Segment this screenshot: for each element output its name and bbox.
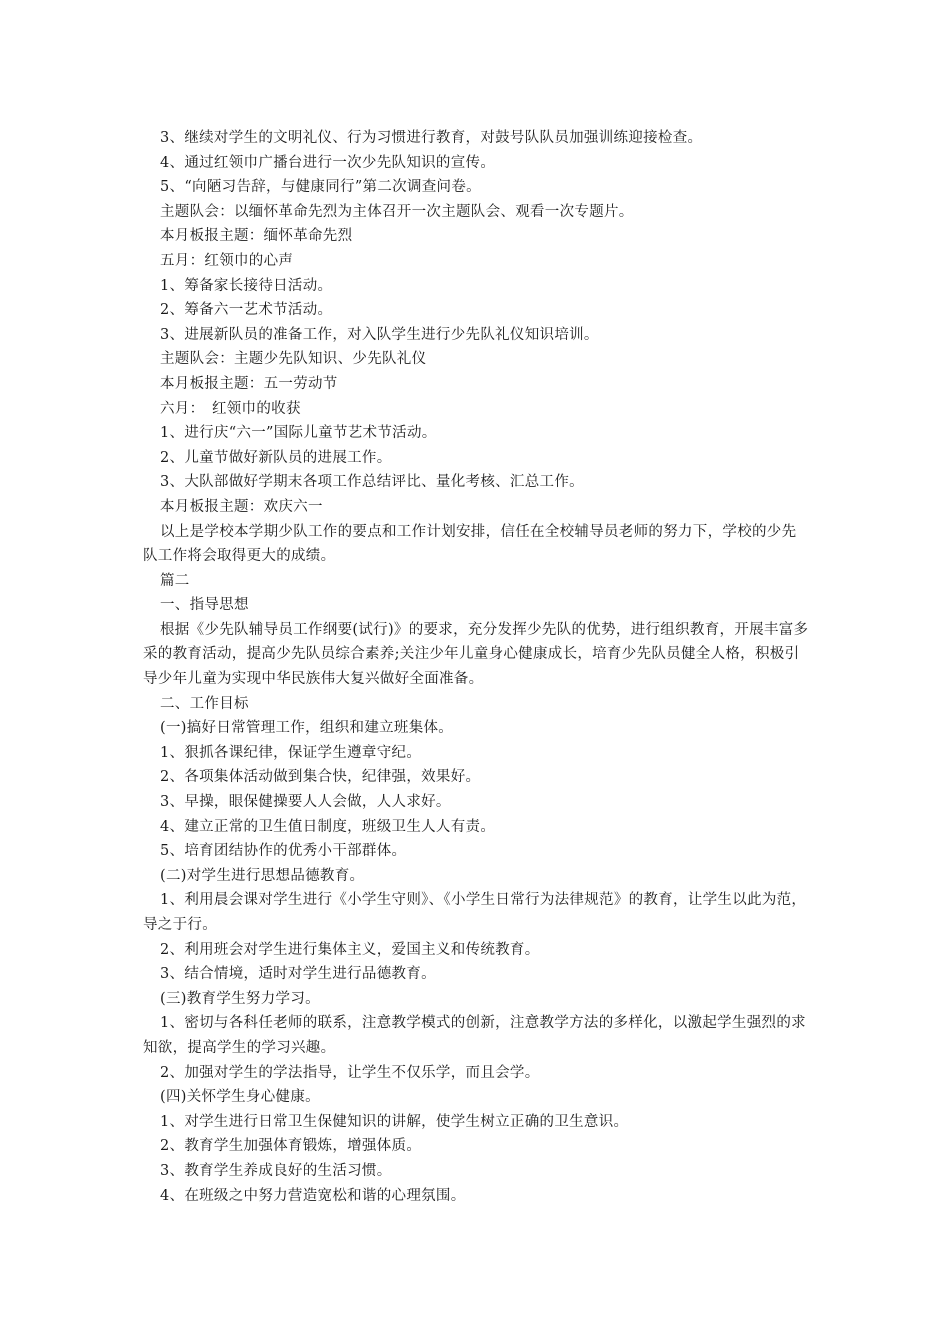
paragraph: 3、进展新队员的准备工作，对入队学生进行少先队礼仪知识培训。	[160, 326, 599, 343]
paragraph: 1、利用晨会课对学生进行《小学生守则》、《小学生日常行为法律规范》的教育，让学生以此为范，导之于行。	[143, 892, 807, 933]
paragraph: 2、儿童节做好新队员的进展工作。	[160, 449, 392, 466]
paragraph: 以上是学校本学期少队工作的要点和工作计划安排，信任在全校辅导员老师的努力下，学校的少先队工作将会取得更大的成绩。	[143, 523, 797, 565]
paragraph: 2、各项集体活动做到集合快，纪律强，效果好。	[160, 769, 481, 786]
paragraph: 2、筹备六一艺术节活动。	[160, 302, 333, 319]
paragraph: 本月板报主题：缅怀革命先烈	[160, 228, 353, 245]
paragraph: 3、结合情境，适时对学生进行品德教育。	[160, 966, 436, 983]
paragraph: 1、对学生进行日常卫生保健知识的讲解，使学生树立正确的卫生意识。	[160, 1113, 629, 1130]
paragraph: 1、筹备家长接待日活动。	[160, 277, 333, 294]
paragraph: (二)对学生进行思想品德教育。	[160, 867, 365, 884]
paragraph: (三)教育学生努力学习。	[160, 990, 320, 1007]
paragraph: 本月板报主题：五一劳动节	[160, 375, 338, 392]
paragraph: 3、大队部做好学期末各项工作总结评比、量化考核、汇总工作。	[160, 474, 584, 491]
paragraph: 4、建立正常的卫生值日制度，班级卫生人人有责。	[160, 818, 496, 835]
paragraph: 篇二	[160, 572, 190, 589]
paragraph: 4、通过红领巾广播台进行一次少先队知识的宣传。	[160, 154, 496, 171]
paragraph: 4、在班级之中努力营造宽松和谐的心理氛围。	[160, 1187, 466, 1204]
paragraph: 1、狠抓各课纪律，保证学生遵章守纪。	[160, 744, 422, 761]
paragraph: 根据《少先队辅导员工作纲要(试行)》的要求，充分发挥少先队的优势，进行组织教育，开展丰富多采的教育活动，提高少先队员综合素养;关注少年儿童身心健康成长，培育少先队员健全人格，积极引导少年儿童为实现中华民族伟大复兴做好全面准备。	[143, 621, 809, 688]
paragraph: 一、指导思想	[160, 597, 249, 614]
paragraph: 5、培育团结协作的优秀小干部群体。	[160, 843, 407, 860]
paragraph: 5、“向陋习告辞，与健康同行”第二次调查问卷。	[160, 179, 481, 196]
paragraph: (四)关怀学生身心健康。	[160, 1089, 320, 1106]
paragraph: 2、加强对学生的学法指导，让学生不仅乐学，而且会学。	[160, 1064, 540, 1081]
paragraph: 1、进行庆“六一”国际儿童节艺术节活动。	[160, 425, 437, 442]
paragraph: 1、密切与各科任老师的联系，注意教学模式的创新，注意教学方法的多样化，以激起学生强烈的求知欲，提高学生的学习兴趣。	[143, 1015, 806, 1056]
paragraph: 二、工作目标	[160, 695, 249, 712]
paragraph: 2、利用班会对学生进行集体主义，爱国主义和传统教育。	[160, 941, 540, 958]
paragraph: (一)搞好日常管理工作，组织和建立班集体。	[160, 720, 454, 737]
paragraph: 3、教育学生养成良好的生活习惯。	[160, 1162, 392, 1179]
paragraph: 3、早操，眼保健操要人人会做，人人求好。	[160, 794, 451, 811]
paragraph: 五月：红领巾的心声	[160, 252, 294, 269]
document-body	[143, 126, 809, 1208]
paragraph: 2、教育学生加强体育锻炼，增强体质。	[160, 1138, 422, 1155]
paragraph: 本月板报主题：欢庆六一	[160, 498, 323, 515]
paragraph: 3、继续对学生的文明礼仪、行为习惯进行教育，对鼓号队队员加强训练迎接检查。	[160, 130, 703, 146]
paragraph: 主题队会：以缅怀革命先烈为主体召开一次主题队会、观看一次专题片。	[160, 203, 634, 220]
paragraph: 六月： 红领巾的收获	[160, 400, 301, 417]
paragraph: 主题队会：主题少先队知识、少先队礼仪	[160, 351, 427, 368]
